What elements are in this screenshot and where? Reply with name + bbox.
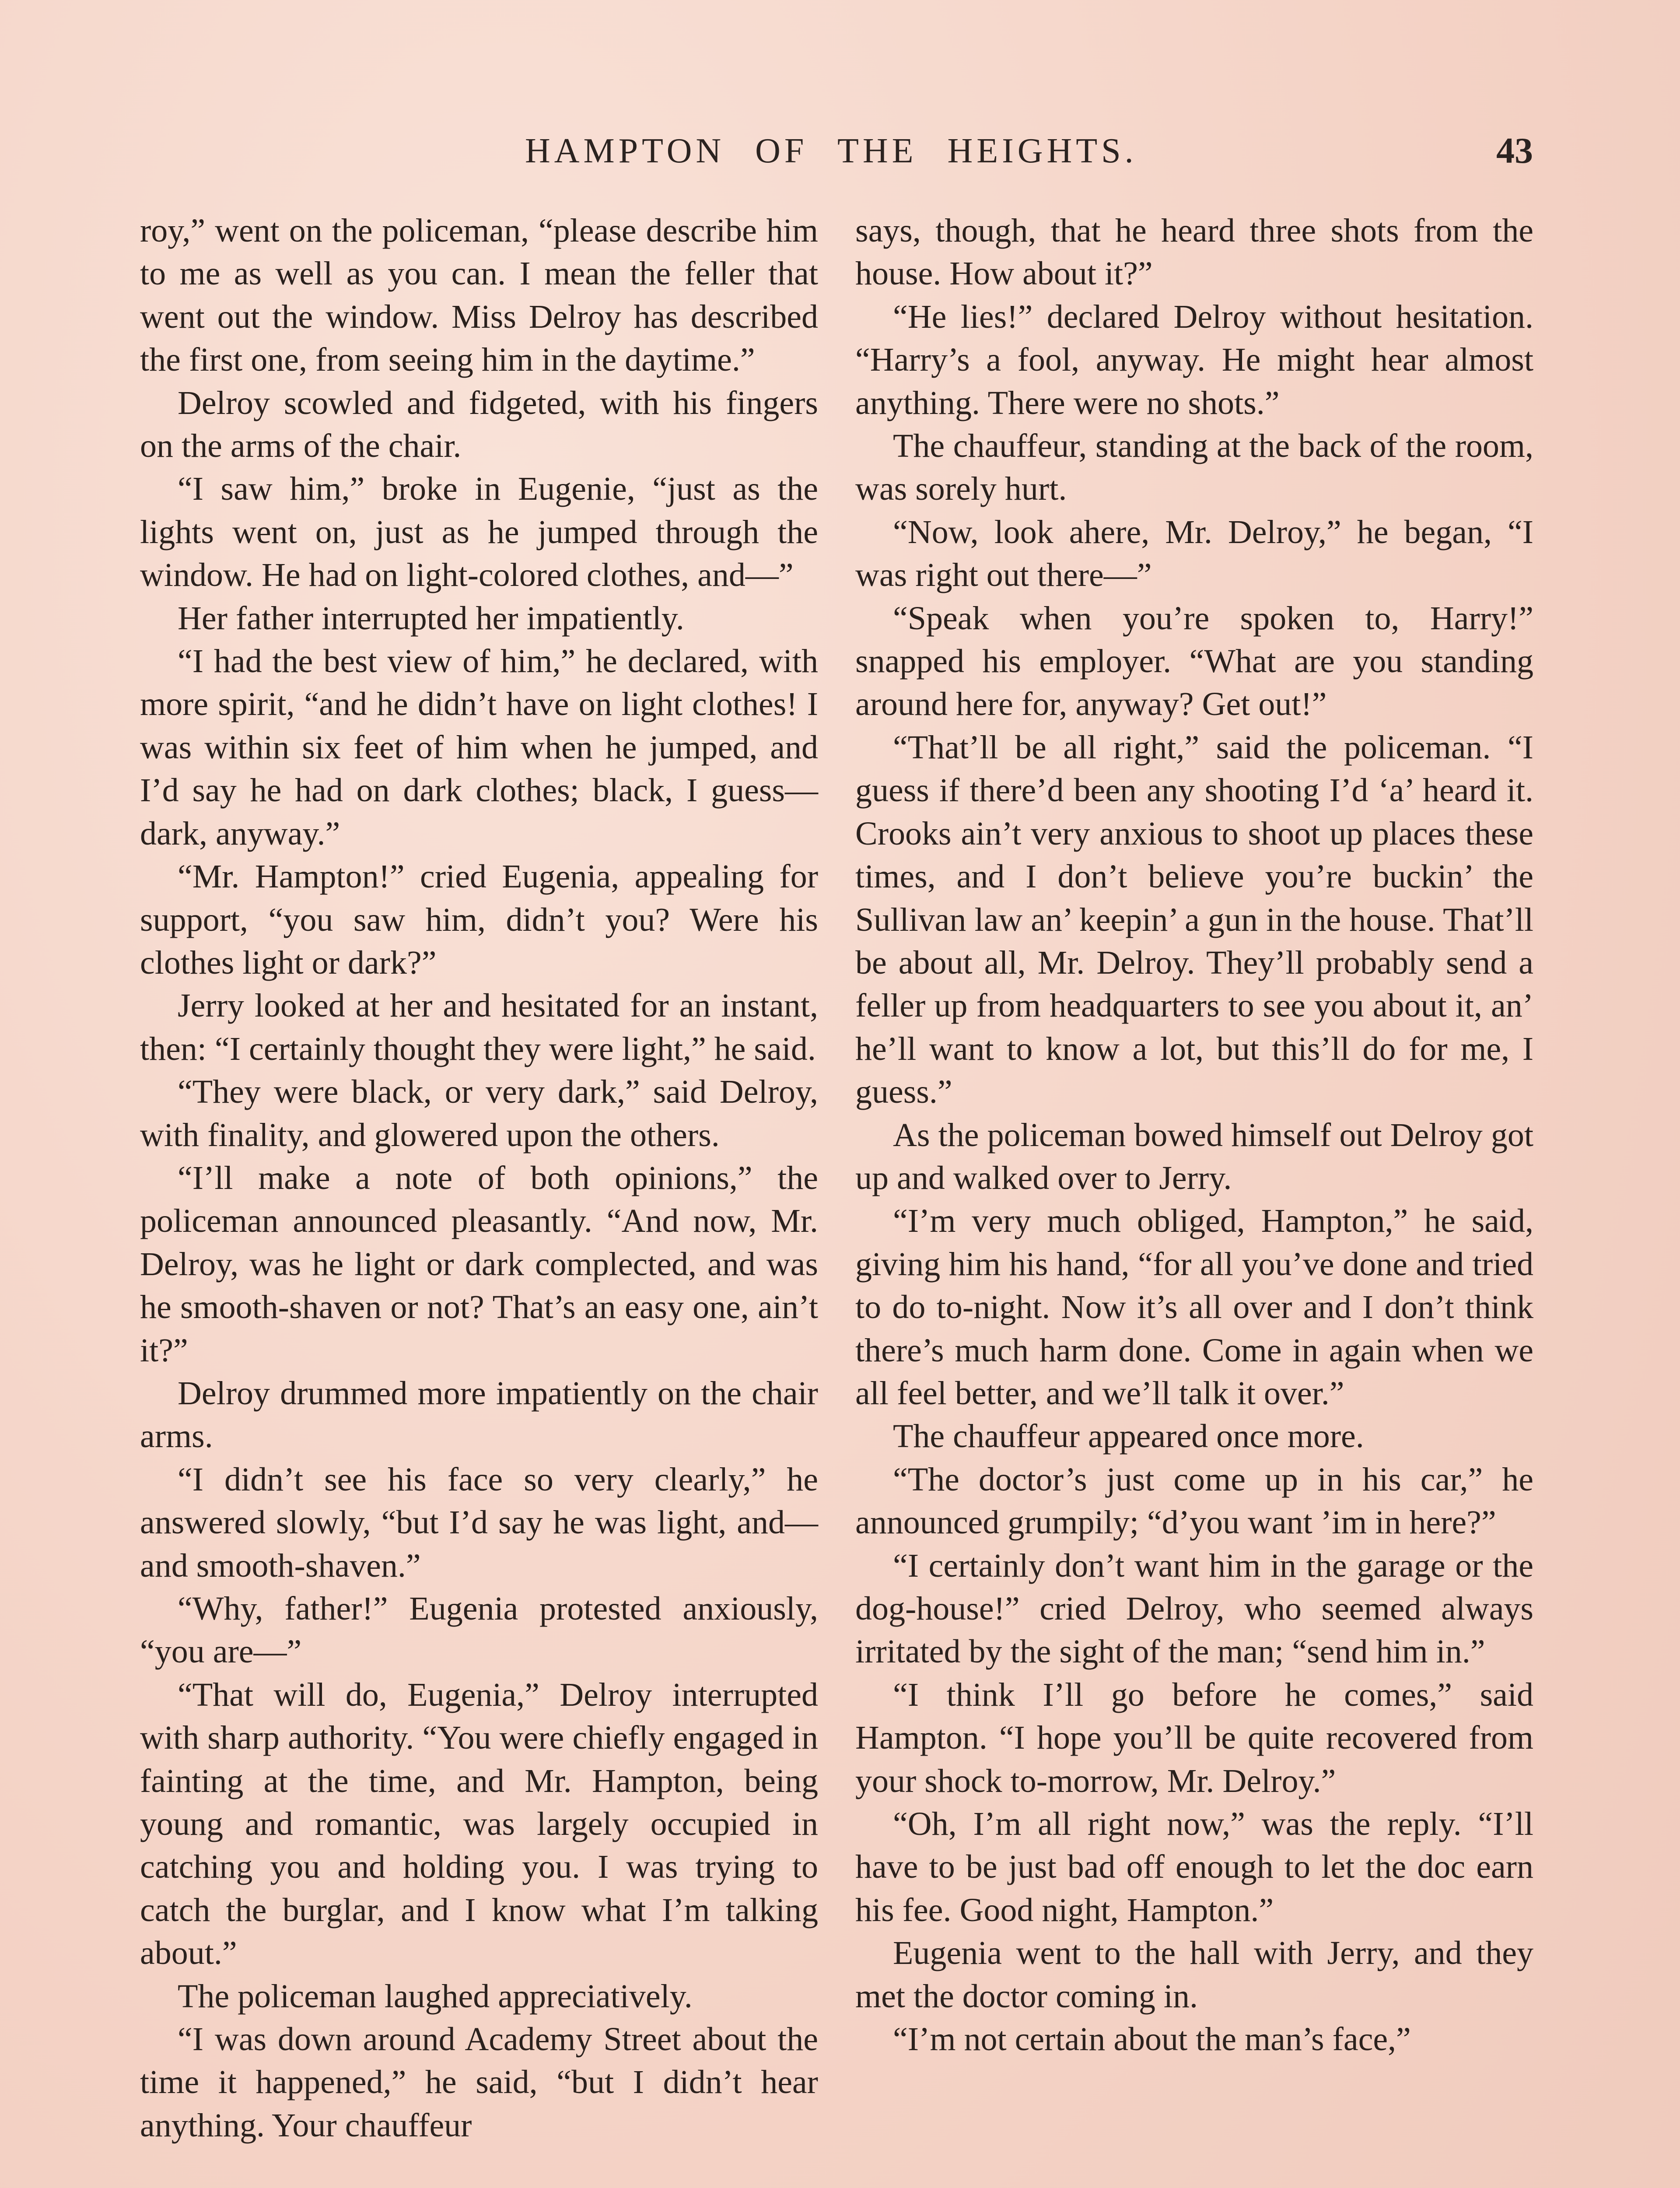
paragraph: “Mr. Hampton!” cried Eugenia, appealing for support, “you saw him, didn’t you? Were his clothes light or dark?” bbox=[140, 858, 818, 981]
paragraph: “That’ll be all right,” said the policeman. “I guess if there’d been any shooting I’d ‘a’ heard it. Crooks ain’t very anxious to shoot up places these times, and I don’t believe you’re buckin’ the Sullivan law an’ keepin’ a gun in the house. That’ll be about all, Mr. Delroy. They’ll probably send a feller up from headquarters to see you about it, an’ he’ll want to know a lot, but this’ll do for me, I guess.” bbox=[855, 729, 1533, 1111]
paragraph: “I’m very much obliged, Hampton,” he said, giving him his hand, “for all you’ve done and tried to do to-night. Now it’s all over and I don’t think there’s much harm done. Come in again when we all feel better, and we’ll talk it over.” bbox=[855, 1203, 1533, 1412]
running-head: HAMPTON OF THE HEIGHTS. bbox=[525, 132, 1138, 170]
paragraph: “I was down around Academy Street about the time it happened,” he said, “but I didn’t hear anything. Your chauffeur bbox=[140, 2021, 818, 2144]
paragraph: “He lies!” declared Delroy without hesitation. “Harry’s a fool, anyway. He might hear almost anything. There were no shots.” bbox=[855, 298, 1533, 421]
page-header bbox=[0, 127, 1680, 188]
paragraph: “I’m not certain about the man’s face,” bbox=[893, 2021, 1411, 2058]
paragraph: “I think I’ll go before he comes,” said Hampton. “I hope you’ll be quite recovered from your shock to-morrow, Mr. Delroy.” bbox=[855, 1676, 1533, 1799]
paragraph: As the policeman bowed himself out Delroy got up and walked over to Jerry. bbox=[855, 1116, 1533, 1196]
paragraph: Delroy drummed more impatiently on the chair arms. bbox=[140, 1375, 818, 1455]
paragraph: “I’ll make a note of both opinions,” the policeman announced pleasantly. “And now, Mr. Delroy, was he light or dark complected, and was he smooth-shaven or not? That’s an easy one, ain’t it?” bbox=[140, 1159, 818, 1369]
paragraph: says, though, that he heard three shots from the house. How about it?” bbox=[855, 212, 1533, 292]
paragraph: Her father interrupted her impatiently. bbox=[178, 600, 684, 637]
paragraph: Delroy scowled and fidgeted, with his fingers on the arms of the chair. bbox=[140, 384, 818, 465]
paragraph: “They were black, or very dark,” said Delroy, with finality, and glowered upon the others. bbox=[140, 1073, 818, 1154]
paragraph: roy,” went on the policeman, “please describe him to me as well as you can. I mean the feller that went out the window. Miss Delroy has described the first one, from seeing him in the daytime.” bbox=[140, 212, 818, 379]
paragraph: “That will do, Eugenia,” Delroy interrupted with sharp authority. “You were chiefly engaged in fainting at the time, and Mr. Hampton, being young and romantic, was largely occupied in catching you and holding you. I was trying to catch the burglar, and I know what I’m talking about.” bbox=[140, 1676, 818, 1972]
paragraph: “The doctor’s just come up in his car,” he announced grumpily; “d’you want ’im in here?” bbox=[855, 1461, 1533, 1541]
paragraph: Eugenia went to the hall with Jerry, and they met the doctor coming in. bbox=[855, 1935, 1533, 2015]
paragraph: “I had the best view of him,” he declared, with more spirit, “and he didn’t have on light clothes! I was within six feet of him when he jumped, and I’d say he had on dark clothes; black, I guess—dark, anyway.” bbox=[140, 643, 818, 852]
paragraph: “I certainly don’t want him in the garage or the dog-house!” cried Delroy, who seemed always irritated by the sight of the man; “send him in.” bbox=[855, 1547, 1533, 1670]
right-column bbox=[855, 209, 1533, 2061]
paragraph: “Why, father!” Eugenia protested anxiously, “you are—” bbox=[140, 1590, 818, 1670]
paragraph: The chauffeur, standing at the back of the room, was sorely hurt. bbox=[855, 428, 1533, 508]
paragraph: The chauffeur appeared once more. bbox=[893, 1418, 1364, 1455]
paragraph: “I saw him,” broke in Eugenie, “just as the lights went on, just as he jumped through the window. He had on light-colored clothes, and—” bbox=[140, 470, 818, 594]
paragraph: “I didn’t see his face so very clearly,” he answered slowly, “but I’d say he was light, and—and smooth-shaven.” bbox=[140, 1461, 818, 1584]
paragraph: Jerry looked at her and hesitated for an instant, then: “I certainly thought they were light,” he said. bbox=[140, 987, 818, 1067]
paragraph: “Oh, I’m all right now,” was the reply. “I’ll have to be just bad off enough to let the doc earn his fee. Good night, Hampton.” bbox=[855, 1806, 1533, 1929]
paragraph: “Speak when you’re spoken to, Harry!” snapped his employer. “What are you standing around here for, anyway? Get out!” bbox=[855, 600, 1533, 723]
paragraph: The policeman laughed appreciatively. bbox=[178, 1978, 693, 2015]
paragraph: “Now, look ahere, Mr. Delroy,” he began, “I was right out there—” bbox=[855, 513, 1533, 594]
left-column bbox=[140, 209, 818, 2147]
page-number: 43 bbox=[1496, 130, 1533, 171]
